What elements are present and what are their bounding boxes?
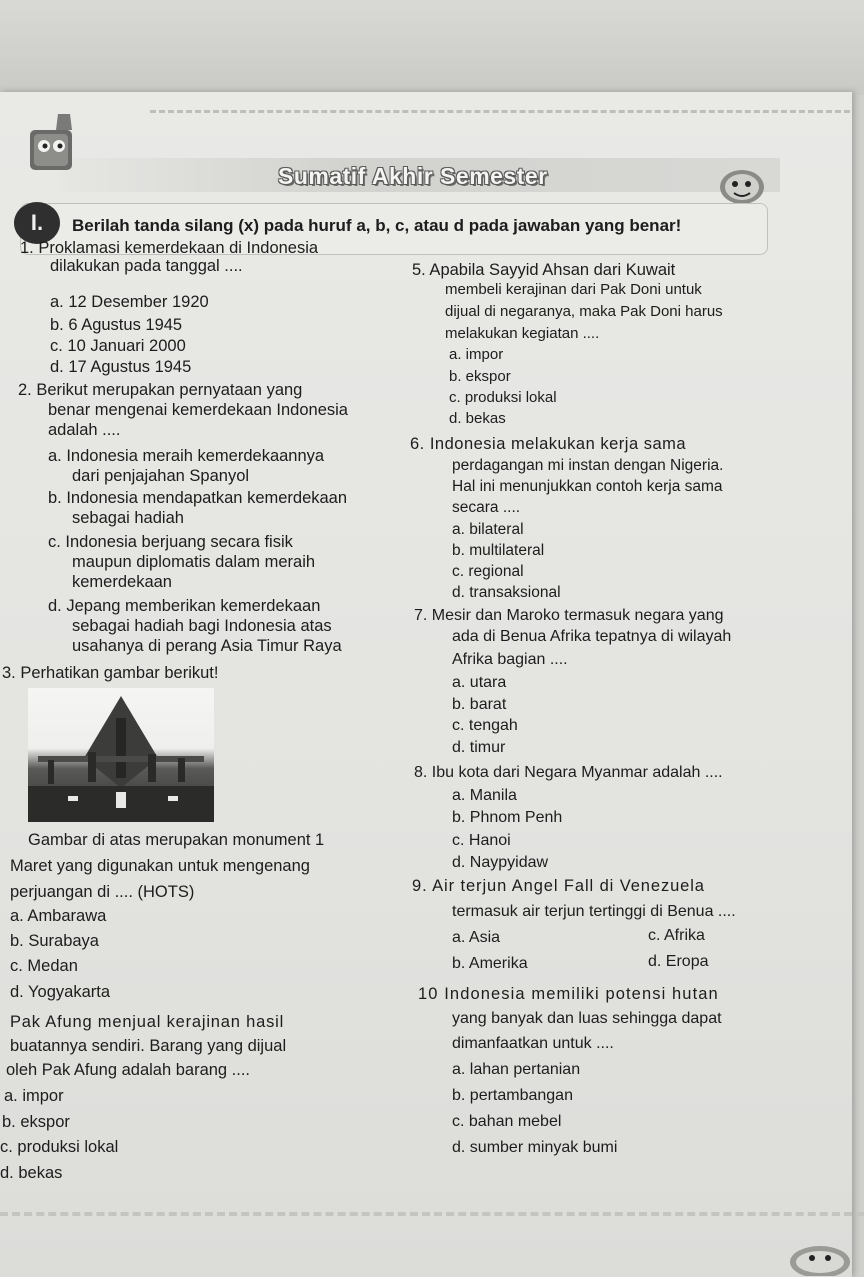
question-4-option-d[interactable]: d. bekas bbox=[0, 1164, 63, 1182]
cloud-mascot-icon bbox=[716, 163, 768, 207]
question-10-option-c[interactable]: c. bahan mebel bbox=[452, 1113, 562, 1130]
question-8-option-a[interactable]: a. Manila bbox=[452, 787, 517, 804]
question-3-option-a[interactable]: a. Ambarawa bbox=[10, 907, 107, 925]
page-title: Sumatif Akhir Semester bbox=[278, 163, 548, 189]
question-4-option-b[interactable]: b. ekspor bbox=[2, 1113, 70, 1131]
question-7-option-d[interactable]: d. timur bbox=[452, 739, 506, 756]
question-4-stem-cont: buatannya sendiri. Barang yang dijual bbox=[10, 1037, 287, 1055]
question-10-stem-cont: yang banyak dan luas sehingga dapat bbox=[452, 1010, 722, 1027]
question-4-stem: Pak Afung menjual kerajinan hasil bbox=[10, 1013, 285, 1031]
question-6-stem: 6. Indonesia melakukan kerja sama bbox=[410, 435, 687, 453]
top-dashed-border bbox=[150, 110, 850, 113]
question-7-stem-cont: Afrika bagian .... bbox=[452, 651, 568, 668]
question-2-option-d-cont: usahanya di perang Asia Timur Raya bbox=[72, 637, 342, 655]
question-5-option-d[interactable]: d. bekas bbox=[449, 410, 506, 427]
question-5-option-a[interactable]: a. impor bbox=[449, 346, 504, 363]
question-2-option-b[interactable]: b. Indonesia mendapatkan kemerdekaan bbox=[48, 489, 348, 507]
question-2-stem-cont: adalah .... bbox=[48, 421, 121, 439]
bottom-dashed-border bbox=[0, 1212, 864, 1216]
question-2-option-d[interactable]: d. Jepang memberikan kemerdekaan bbox=[48, 597, 321, 615]
question-6-stem-cont: Hal ini menunjukkan contoh kerja sama bbox=[452, 478, 723, 495]
question-9-option-d[interactable]: d. Eropa bbox=[648, 953, 709, 970]
question-5-stem-cont: membeli kerajinan dari Pak Doni untuk bbox=[445, 281, 702, 298]
question-9-option-a[interactable]: a. Asia bbox=[452, 929, 501, 946]
question-9-option-c[interactable]: c. Afrika bbox=[648, 927, 705, 944]
question-5-stem-cont: melakukan kegiatan .... bbox=[445, 325, 600, 342]
question-5-option-b[interactable]: b. ekspor bbox=[449, 368, 511, 385]
question-6-stem-cont: perdagangan mi instan dengan Nigeria. bbox=[452, 457, 724, 474]
question-1-option-b[interactable]: b. 6 Agustus 1945 bbox=[50, 316, 183, 334]
question-2-stem-cont: benar mengenai kemerdekaan Indonesia bbox=[48, 401, 348, 419]
question-2-stem: 2. Berikut merupakan pernyataan yang bbox=[18, 381, 303, 399]
question-3-option-c[interactable]: c. Medan bbox=[10, 957, 78, 975]
question-10-stem-cont: dimanfaatkan untuk .... bbox=[452, 1035, 614, 1052]
question-6-option-c[interactable]: c. regional bbox=[452, 563, 524, 580]
question-1-option-a[interactable]: a. 12 Desember 1920 bbox=[50, 293, 209, 311]
question-9-stem-cont: termasuk air terjun tertinggi di Benua .... bbox=[452, 903, 736, 920]
question-9-stem: 9. Air terjun Angel Fall di Venezuela bbox=[412, 877, 705, 895]
monument-photo-image bbox=[28, 688, 214, 822]
question-3-stem-cont: perjuangan di .... (HOTS) bbox=[10, 883, 195, 901]
question-3-stem-cont: Gambar di atas merupakan monument 1 bbox=[28, 831, 325, 849]
question-7-option-a[interactable]: a. utara bbox=[452, 674, 507, 691]
question-6-stem-cont: secara .... bbox=[452, 499, 521, 516]
question-7-option-b[interactable]: b. barat bbox=[452, 696, 507, 713]
question-5-option-c[interactable]: c. produksi lokal bbox=[449, 389, 557, 406]
question-2-option-d-cont: sebagai hadiah bagi Indonesia atas bbox=[72, 617, 332, 635]
question-4-option-a[interactable]: a. impor bbox=[4, 1087, 64, 1105]
question-3-option-d[interactable]: d. Yogyakarta bbox=[10, 983, 110, 1001]
question-2-option-b-cont: sebagai hadiah bbox=[72, 509, 184, 527]
question-8-option-d[interactable]: d. Naypyidaw bbox=[452, 854, 549, 871]
question-7-stem: 7. Mesir dan Maroko termasuk negara yang bbox=[414, 607, 724, 624]
question-3-stem-cont: Maret yang digunakan untuk mengenang bbox=[10, 857, 310, 875]
question-2-option-c-cont: maupun diplomatis dalam meraih bbox=[72, 553, 316, 571]
question-8-stem: 8. Ibu kota dari Negara Myanmar adalah .... bbox=[414, 764, 723, 781]
question-4-stem-cont: oleh Pak Afung adalah barang .... bbox=[6, 1061, 251, 1079]
question-2-option-a-cont: dari penjajahan Spanyol bbox=[72, 467, 250, 485]
question-6-option-b[interactable]: b. multilateral bbox=[452, 542, 545, 559]
question-10-option-a[interactable]: a. lahan pertanian bbox=[452, 1061, 581, 1078]
question-2-option-a[interactable]: a. Indonesia meraih kemerdekaannya bbox=[48, 447, 325, 465]
question-1-stem-cont: dilakukan pada tanggal .... bbox=[50, 257, 243, 275]
question-5-stem: 5. Apabila Sayyid Ahsan dari Kuwait bbox=[412, 261, 676, 279]
section-number: I. bbox=[14, 202, 60, 244]
question-8-option-c[interactable]: c. Hanoi bbox=[452, 832, 511, 849]
question-2-option-c[interactable]: c. Indonesia berjuang secara fisik bbox=[48, 533, 293, 551]
pencil-mascot-icon bbox=[24, 112, 84, 174]
question-5-stem-cont: dijual di negaranya, maka Pak Doni harus bbox=[445, 303, 723, 320]
question-1-option-c[interactable]: c. 10 Januari 2000 bbox=[50, 337, 186, 355]
question-9-option-b[interactable]: b. Amerika bbox=[452, 955, 528, 972]
question-2-option-c-cont: kemerdekaan bbox=[72, 573, 172, 591]
monument-photo bbox=[28, 688, 214, 822]
question-6-option-d[interactable]: d. transaksional bbox=[452, 584, 561, 601]
question-1-option-d[interactable]: d. 17 Agustus 1945 bbox=[50, 358, 192, 376]
question-3-stem: 3. Perhatikan gambar berikut! bbox=[2, 664, 219, 682]
question-6-option-a[interactable]: a. bilateral bbox=[452, 521, 524, 538]
question-10-stem: 10 Indonesia memiliki potensi hutan bbox=[418, 985, 719, 1003]
question-4-option-c[interactable]: c. produksi lokal bbox=[0, 1138, 119, 1156]
question-1-stem: 1. Proklamasi kemerdekaan di Indonesia bbox=[20, 239, 319, 257]
question-7-stem-cont: ada di Benua Afrika tepatnya di wilayah bbox=[452, 628, 732, 645]
question-10-option-d[interactable]: d. sumber minyak bumi bbox=[452, 1139, 618, 1156]
background-fabric bbox=[0, 0, 864, 95]
question-3-option-b[interactable]: b. Surabaya bbox=[10, 932, 99, 950]
question-10-option-b[interactable]: b. pertambangan bbox=[452, 1087, 573, 1104]
bottom-mascot-icon bbox=[784, 1236, 860, 1276]
instruction-text: Berilah tanda silang (x) pada huruf a, b, c, atau d pada jawaban yang benar! bbox=[72, 216, 682, 235]
question-7-option-c[interactable]: c. tengah bbox=[452, 717, 518, 734]
question-8-option-b[interactable]: b. Phnom Penh bbox=[452, 809, 563, 826]
